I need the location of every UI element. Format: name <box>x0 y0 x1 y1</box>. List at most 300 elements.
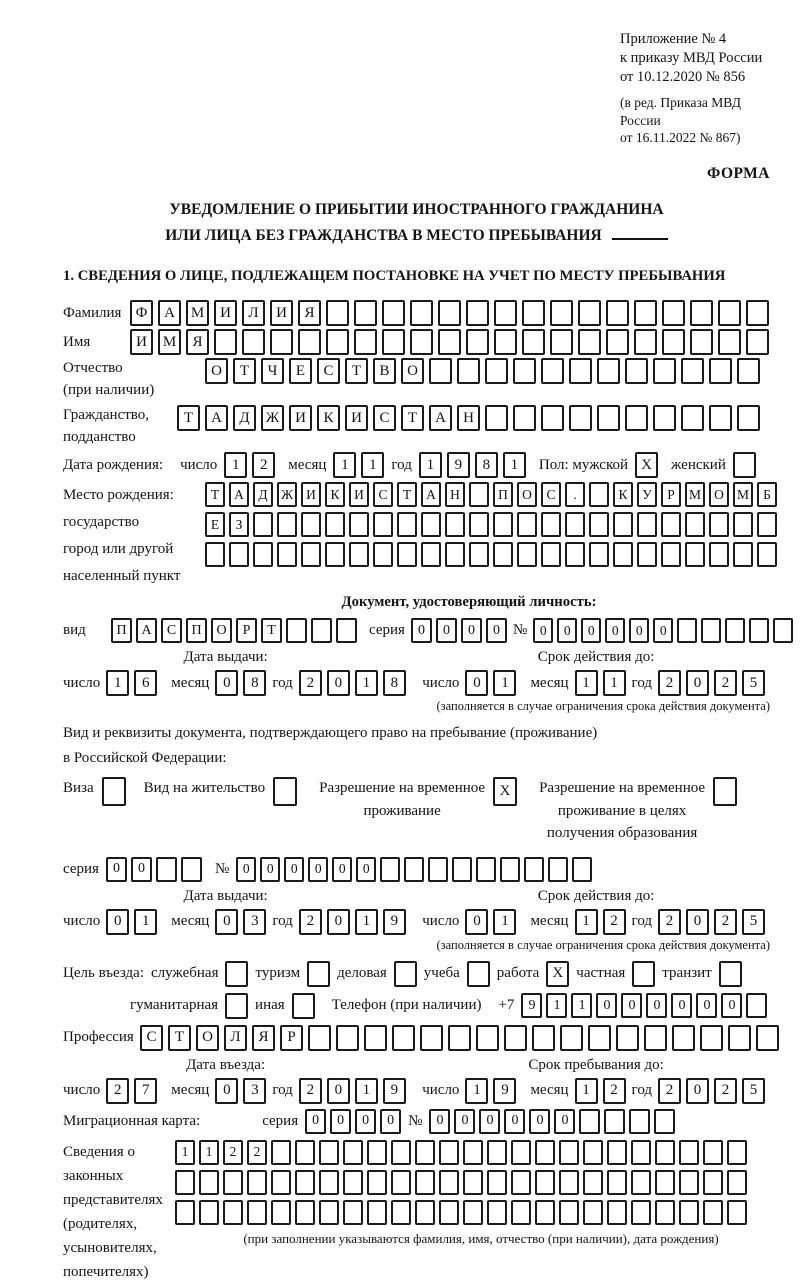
char-cell[interactable]: Т <box>168 1025 191 1051</box>
char-cell[interactable] <box>679 1140 699 1165</box>
char-cell[interactable]: Е <box>289 358 312 384</box>
char-cell[interactable] <box>277 512 297 537</box>
char-cell[interactable]: 0 <box>653 618 673 643</box>
char-cell[interactable]: 2 <box>106 1078 129 1104</box>
char-cell[interactable] <box>102 777 126 806</box>
char-cell[interactable]: М <box>186 300 209 326</box>
char-cell[interactable] <box>513 405 536 431</box>
char-cell[interactable] <box>677 618 697 643</box>
char-cell[interactable]: О <box>517 482 537 507</box>
char-cell[interactable]: П <box>493 482 513 507</box>
char-cell[interactable] <box>476 1025 499 1051</box>
char-cell[interactable]: 6 <box>134 670 157 696</box>
char-cell[interactable] <box>733 542 753 567</box>
char-cell[interactable] <box>421 542 441 567</box>
char-cell[interactable] <box>583 1170 603 1195</box>
char-cell[interactable] <box>690 329 713 355</box>
char-cell[interactable]: X <box>635 452 658 478</box>
char-cell[interactable] <box>242 329 265 355</box>
char-cell[interactable]: 2 <box>658 909 681 935</box>
char-cell[interactable] <box>746 329 769 355</box>
char-cell[interactable] <box>326 329 349 355</box>
char-cell[interactable]: 1 <box>493 909 516 935</box>
char-cell[interactable]: И <box>345 405 368 431</box>
char-cell[interactable] <box>463 1140 483 1165</box>
char-cell[interactable] <box>681 358 704 384</box>
char-cell[interactable] <box>295 1200 315 1225</box>
char-cell[interactable] <box>541 542 561 567</box>
char-cell[interactable] <box>223 1170 243 1195</box>
char-cell[interactable] <box>727 1140 747 1165</box>
char-cell[interactable]: З <box>229 512 249 537</box>
char-cell[interactable]: Т <box>177 405 200 431</box>
char-cell[interactable] <box>522 329 545 355</box>
char-cell[interactable] <box>550 300 573 326</box>
char-cell[interactable] <box>517 542 537 567</box>
char-cell[interactable]: 0 <box>671 993 692 1018</box>
char-cell[interactable] <box>653 358 676 384</box>
char-cell[interactable] <box>301 542 321 567</box>
char-cell[interactable] <box>511 1170 531 1195</box>
char-cell[interactable]: 0 <box>557 618 577 643</box>
char-cell[interactable] <box>319 1140 339 1165</box>
char-cell[interactable] <box>205 542 225 567</box>
char-cell[interactable]: Д <box>233 405 256 431</box>
char-cell[interactable] <box>373 512 393 537</box>
char-cell[interactable]: Л <box>242 300 265 326</box>
char-cell[interactable] <box>397 542 417 567</box>
char-cell[interactable] <box>559 1140 579 1165</box>
char-cell[interactable]: Р <box>280 1025 303 1051</box>
char-cell[interactable]: 9 <box>383 1078 406 1104</box>
char-cell[interactable]: Ф <box>130 300 153 326</box>
char-cell[interactable] <box>277 542 297 567</box>
char-cell[interactable]: С <box>373 405 396 431</box>
char-cell[interactable] <box>273 777 297 806</box>
char-cell[interactable] <box>469 542 489 567</box>
char-cell[interactable] <box>326 300 349 326</box>
char-cell[interactable]: О <box>401 358 424 384</box>
char-cell[interactable]: 1 <box>333 452 356 478</box>
char-cell[interactable]: 0 <box>356 857 376 882</box>
char-cell[interactable] <box>746 300 769 326</box>
char-cell[interactable]: 0 <box>465 670 488 696</box>
char-cell[interactable] <box>307 961 330 987</box>
char-cell[interactable]: 3 <box>243 1078 266 1104</box>
char-cell[interactable] <box>522 300 545 326</box>
char-cell[interactable] <box>175 1170 195 1195</box>
char-cell[interactable] <box>713 777 737 806</box>
char-cell[interactable] <box>343 1140 363 1165</box>
char-cell[interactable]: 0 <box>646 993 667 1018</box>
char-cell[interactable] <box>737 405 760 431</box>
char-cell[interactable] <box>469 512 489 537</box>
char-cell[interactable] <box>672 1025 695 1051</box>
char-cell[interactable]: Л <box>224 1025 247 1051</box>
char-cell[interactable] <box>270 329 293 355</box>
char-cell[interactable]: 2 <box>223 1140 243 1165</box>
char-cell[interactable]: 0 <box>106 909 129 935</box>
char-cell[interactable] <box>511 1200 531 1225</box>
char-cell[interactable] <box>311 618 332 643</box>
char-cell[interactable]: 0 <box>479 1109 500 1134</box>
char-cell[interactable] <box>700 1025 723 1051</box>
char-cell[interactable]: 0 <box>686 670 709 696</box>
char-cell[interactable] <box>524 857 544 882</box>
char-cell[interactable]: Т <box>205 482 225 507</box>
char-cell[interactable]: 2 <box>603 909 626 935</box>
char-cell[interactable] <box>445 542 465 567</box>
char-cell[interactable]: Е <box>205 512 225 537</box>
char-cell[interactable] <box>504 1025 527 1051</box>
char-cell[interactable] <box>604 1109 625 1134</box>
char-cell[interactable] <box>550 329 573 355</box>
char-cell[interactable] <box>367 1140 387 1165</box>
char-cell[interactable]: П <box>186 618 207 643</box>
char-cell[interactable]: 9 <box>521 993 542 1018</box>
char-cell[interactable] <box>286 618 307 643</box>
char-cell[interactable] <box>487 1200 507 1225</box>
char-cell[interactable] <box>709 512 729 537</box>
char-cell[interactable] <box>271 1200 291 1225</box>
char-cell[interactable]: Н <box>457 405 480 431</box>
char-cell[interactable] <box>373 542 393 567</box>
char-cell[interactable] <box>559 1200 579 1225</box>
char-cell[interactable] <box>349 512 369 537</box>
char-cell[interactable] <box>606 300 629 326</box>
char-cell[interactable] <box>511 1140 531 1165</box>
char-cell[interactable]: 8 <box>475 452 498 478</box>
char-cell[interactable] <box>733 452 756 478</box>
char-cell[interactable] <box>469 482 489 507</box>
char-cell[interactable]: О <box>205 358 228 384</box>
char-cell[interactable] <box>415 1200 435 1225</box>
char-cell[interactable]: Р <box>236 618 257 643</box>
char-cell[interactable] <box>485 405 508 431</box>
char-cell[interactable]: 0 <box>504 1109 525 1134</box>
char-cell[interactable] <box>247 1170 267 1195</box>
char-cell[interactable] <box>253 512 273 537</box>
char-cell[interactable] <box>701 618 721 643</box>
char-cell[interactable] <box>229 542 249 567</box>
char-cell[interactable]: И <box>214 300 237 326</box>
char-cell[interactable] <box>301 512 321 537</box>
char-cell[interactable] <box>589 542 609 567</box>
char-cell[interactable]: 9 <box>383 909 406 935</box>
char-cell[interactable]: 2 <box>714 1078 737 1104</box>
char-cell[interactable] <box>397 512 417 537</box>
char-cell[interactable]: 0 <box>461 618 482 643</box>
char-cell[interactable]: 0 <box>454 1109 475 1134</box>
char-cell[interactable] <box>541 358 564 384</box>
char-cell[interactable]: X <box>546 961 569 987</box>
char-cell[interactable]: А <box>421 482 441 507</box>
char-cell[interactable] <box>541 405 564 431</box>
char-cell[interactable]: 1 <box>546 993 567 1018</box>
char-cell[interactable] <box>572 857 592 882</box>
char-cell[interactable] <box>336 1025 359 1051</box>
char-cell[interactable] <box>709 358 732 384</box>
char-cell[interactable] <box>569 358 592 384</box>
char-cell[interactable]: 1 <box>355 909 378 935</box>
char-cell[interactable]: 0 <box>581 618 601 643</box>
char-cell[interactable] <box>773 618 793 643</box>
char-cell[interactable]: 7 <box>134 1078 157 1104</box>
char-cell[interactable] <box>410 329 433 355</box>
char-cell[interactable] <box>589 482 609 507</box>
char-cell[interactable]: 1 <box>355 1078 378 1104</box>
char-cell[interactable]: Т <box>345 358 368 384</box>
char-cell[interactable] <box>535 1140 555 1165</box>
char-cell[interactable]: 1 <box>224 452 247 478</box>
char-cell[interactable] <box>559 1170 579 1195</box>
char-cell[interactable] <box>634 300 657 326</box>
char-cell[interactable] <box>607 1200 627 1225</box>
char-cell[interactable] <box>637 512 657 537</box>
char-cell[interactable] <box>655 1140 675 1165</box>
char-cell[interactable] <box>181 857 202 882</box>
char-cell[interactable]: 0 <box>529 1109 550 1134</box>
char-cell[interactable]: О <box>211 618 232 643</box>
char-cell[interactable]: 8 <box>383 670 406 696</box>
char-cell[interactable]: 1 <box>603 670 626 696</box>
char-cell[interactable]: 5 <box>742 1078 765 1104</box>
char-cell[interactable]: 2 <box>603 1078 626 1104</box>
char-cell[interactable]: 2 <box>658 670 681 696</box>
char-cell[interactable] <box>336 618 357 643</box>
char-cell[interactable]: 2 <box>299 670 322 696</box>
char-cell[interactable]: 0 <box>380 1109 401 1134</box>
char-cell[interactable]: Я <box>252 1025 275 1051</box>
char-cell[interactable]: 1 <box>199 1140 219 1165</box>
char-cell[interactable]: 5 <box>742 909 765 935</box>
char-cell[interactable] <box>655 1170 675 1195</box>
char-cell[interactable] <box>588 1025 611 1051</box>
char-cell[interactable]: 0 <box>215 1078 238 1104</box>
char-cell[interactable]: И <box>130 329 153 355</box>
char-cell[interactable]: 0 <box>696 993 717 1018</box>
char-cell[interactable] <box>654 1109 675 1134</box>
char-cell[interactable] <box>494 300 517 326</box>
char-cell[interactable] <box>439 1170 459 1195</box>
char-cell[interactable] <box>391 1140 411 1165</box>
char-cell[interactable]: 0 <box>605 618 625 643</box>
char-cell[interactable] <box>392 1025 415 1051</box>
char-cell[interactable] <box>634 329 657 355</box>
char-cell[interactable] <box>681 405 704 431</box>
char-cell[interactable] <box>354 329 377 355</box>
char-cell[interactable] <box>253 542 273 567</box>
char-cell[interactable]: Т <box>233 358 256 384</box>
char-cell[interactable] <box>476 857 496 882</box>
char-cell[interactable] <box>445 512 465 537</box>
char-cell[interactable] <box>493 542 513 567</box>
char-cell[interactable]: 0 <box>260 857 280 882</box>
char-cell[interactable] <box>578 300 601 326</box>
char-cell[interactable]: А <box>205 405 228 431</box>
char-cell[interactable] <box>613 512 633 537</box>
char-cell[interactable] <box>703 1200 723 1225</box>
char-cell[interactable]: 1 <box>175 1140 195 1165</box>
char-cell[interactable] <box>199 1200 219 1225</box>
char-cell[interactable] <box>718 329 741 355</box>
char-cell[interactable]: С <box>161 618 182 643</box>
char-cell[interactable] <box>463 1200 483 1225</box>
char-cell[interactable] <box>703 1140 723 1165</box>
char-cell[interactable] <box>438 329 461 355</box>
char-cell[interactable]: Ж <box>277 482 297 507</box>
char-cell[interactable] <box>631 1140 651 1165</box>
char-cell[interactable]: А <box>429 405 452 431</box>
char-cell[interactable] <box>319 1200 339 1225</box>
char-cell[interactable] <box>467 961 490 987</box>
char-cell[interactable]: И <box>270 300 293 326</box>
char-cell[interactable] <box>727 1170 747 1195</box>
char-cell[interactable]: 0 <box>236 857 256 882</box>
char-cell[interactable]: Д <box>253 482 273 507</box>
char-cell[interactable]: А <box>158 300 181 326</box>
char-cell[interactable] <box>295 1140 315 1165</box>
char-cell[interactable]: 2 <box>252 452 275 478</box>
char-cell[interactable] <box>718 300 741 326</box>
char-cell[interactable] <box>733 512 753 537</box>
char-cell[interactable] <box>421 512 441 537</box>
char-cell[interactable]: 0 <box>355 1109 376 1134</box>
char-cell[interactable] <box>679 1200 699 1225</box>
char-cell[interactable]: 1 <box>361 452 384 478</box>
char-cell[interactable] <box>367 1200 387 1225</box>
char-cell[interactable] <box>756 1025 779 1051</box>
char-cell[interactable] <box>487 1170 507 1195</box>
char-cell[interactable] <box>493 512 513 537</box>
char-cell[interactable] <box>737 358 760 384</box>
char-cell[interactable] <box>485 358 508 384</box>
char-cell[interactable] <box>607 1140 627 1165</box>
char-cell[interactable]: К <box>613 482 633 507</box>
char-cell[interactable] <box>391 1200 411 1225</box>
char-cell[interactable] <box>629 1109 650 1134</box>
char-cell[interactable]: 0 <box>308 857 328 882</box>
char-cell[interactable] <box>616 1025 639 1051</box>
char-cell[interactable] <box>223 1200 243 1225</box>
char-cell[interactable] <box>757 512 777 537</box>
char-cell[interactable]: 0 <box>533 618 553 643</box>
char-cell[interactable] <box>452 857 472 882</box>
char-cell[interactable] <box>662 300 685 326</box>
char-cell[interactable] <box>727 1200 747 1225</box>
char-cell[interactable]: 1 <box>493 670 516 696</box>
char-cell[interactable]: 0 <box>131 857 152 882</box>
char-cell[interactable] <box>560 1025 583 1051</box>
char-cell[interactable] <box>410 300 433 326</box>
char-cell[interactable] <box>457 358 480 384</box>
char-cell[interactable] <box>513 358 536 384</box>
char-cell[interactable]: Ч <box>261 358 284 384</box>
char-cell[interactable]: И <box>289 405 312 431</box>
char-cell[interactable] <box>606 329 629 355</box>
char-cell[interactable]: О <box>709 482 729 507</box>
char-cell[interactable] <box>583 1200 603 1225</box>
char-cell[interactable]: 0 <box>686 1078 709 1104</box>
char-cell[interactable] <box>382 300 405 326</box>
char-cell[interactable]: 0 <box>686 909 709 935</box>
char-cell[interactable]: 0 <box>486 618 507 643</box>
char-cell[interactable]: П <box>111 618 132 643</box>
char-cell[interactable]: 0 <box>327 909 350 935</box>
char-cell[interactable] <box>438 300 461 326</box>
char-cell[interactable] <box>685 512 705 537</box>
char-cell[interactable] <box>631 1170 651 1195</box>
char-cell[interactable]: 2 <box>247 1140 267 1165</box>
char-cell[interactable] <box>380 857 400 882</box>
char-cell[interactable] <box>439 1140 459 1165</box>
char-cell[interactable]: 1 <box>419 452 442 478</box>
char-cell[interactable]: Т <box>261 618 282 643</box>
char-cell[interactable] <box>343 1200 363 1225</box>
char-cell[interactable] <box>703 1170 723 1195</box>
char-cell[interactable] <box>613 542 633 567</box>
char-cell[interactable]: М <box>685 482 705 507</box>
char-cell[interactable]: 2 <box>299 909 322 935</box>
char-cell[interactable]: 2 <box>714 670 737 696</box>
char-cell[interactable] <box>463 1170 483 1195</box>
char-cell[interactable]: Т <box>401 405 424 431</box>
char-cell[interactable] <box>175 1200 195 1225</box>
char-cell[interactable] <box>271 1140 291 1165</box>
char-cell[interactable] <box>565 542 585 567</box>
char-cell[interactable] <box>597 358 620 384</box>
char-cell[interactable] <box>325 542 345 567</box>
char-cell[interactable] <box>644 1025 667 1051</box>
char-cell[interactable] <box>579 1109 600 1134</box>
char-cell[interactable]: С <box>541 482 561 507</box>
char-cell[interactable]: Я <box>298 300 321 326</box>
char-cell[interactable] <box>679 1170 699 1195</box>
char-cell[interactable] <box>420 1025 443 1051</box>
char-cell[interactable] <box>391 1170 411 1195</box>
char-cell[interactable]: 0 <box>330 1109 351 1134</box>
char-cell[interactable] <box>271 1170 291 1195</box>
char-cell[interactable]: 1 <box>575 670 598 696</box>
char-cell[interactable] <box>685 542 705 567</box>
char-cell[interactable]: 0 <box>629 618 649 643</box>
char-cell[interactable]: 3 <box>243 909 266 935</box>
char-cell[interactable] <box>295 1170 315 1195</box>
char-cell[interactable]: 1 <box>575 1078 598 1104</box>
char-cell[interactable]: С <box>373 482 393 507</box>
char-cell[interactable] <box>725 618 745 643</box>
char-cell[interactable] <box>532 1025 555 1051</box>
char-cell[interactable]: 0 <box>465 909 488 935</box>
char-cell[interactable]: И <box>349 482 369 507</box>
char-cell[interactable] <box>749 618 769 643</box>
char-cell[interactable] <box>548 857 568 882</box>
char-cell[interactable]: 1 <box>575 909 598 935</box>
char-cell[interactable] <box>439 1200 459 1225</box>
char-cell[interactable] <box>690 300 713 326</box>
char-cell[interactable]: 0 <box>332 857 352 882</box>
char-cell[interactable]: С <box>140 1025 163 1051</box>
char-cell[interactable] <box>625 358 648 384</box>
char-cell[interactable]: Б <box>757 482 777 507</box>
char-cell[interactable]: О <box>196 1025 219 1051</box>
char-cell[interactable] <box>487 1140 507 1165</box>
char-cell[interactable]: С <box>317 358 340 384</box>
char-cell[interactable]: К <box>325 482 345 507</box>
char-cell[interactable] <box>757 542 777 567</box>
char-cell[interactable]: К <box>317 405 340 431</box>
char-cell[interactable] <box>569 405 592 431</box>
